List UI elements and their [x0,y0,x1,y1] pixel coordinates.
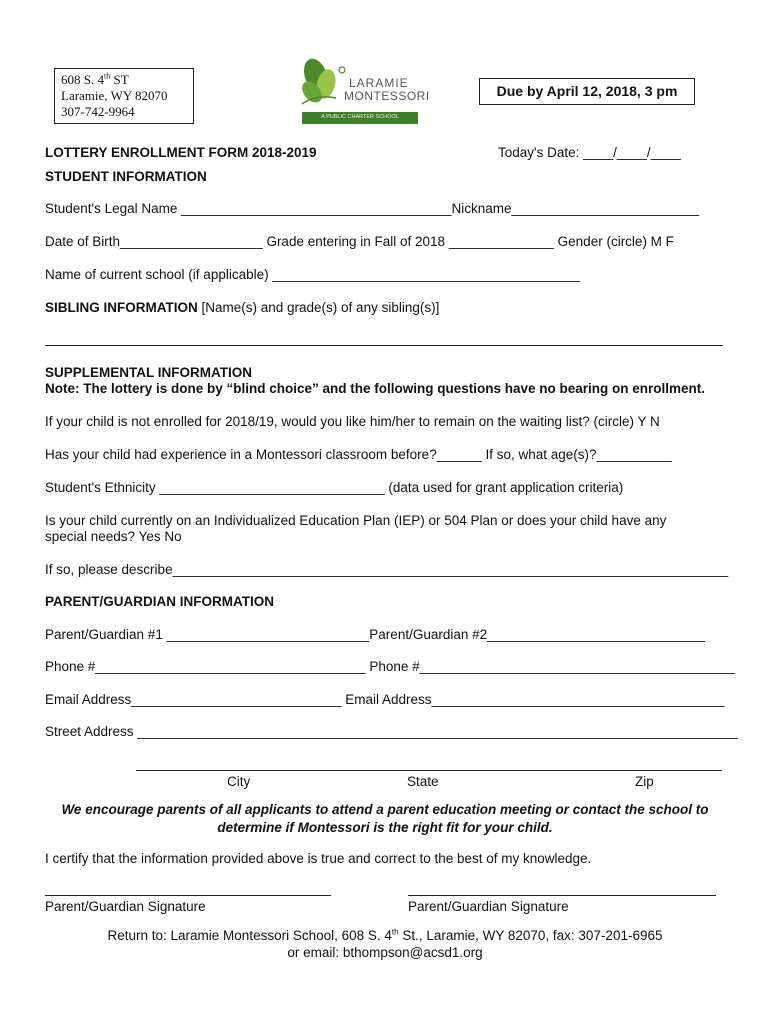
describe-field[interactable]: If so, please describe__________________________________________________________________________ [45,562,729,577]
parent-info-heading: PARENT/GUARDIAN INFORMATION [45,594,274,609]
todays-date-field[interactable]: Today's Date: ____/____/____ [498,145,681,160]
supplemental-heading: SUPPLEMENTAL INFORMATION [45,365,252,380]
address-city: Laramie, WY 82070 [61,88,168,103]
guardian-names-field[interactable]: Parent/Guardian #1 ___________________________Parent/Guardian #2_____________________________ [45,627,705,642]
return-email-line: or email: bthompson@acsd1.org [287,945,483,960]
return-line-1: Return to: Laramie Montessori School, 608 S. 4th St., Laramie, WY 82070, fax: 307-201-6965 [107,927,663,943]
street-address-field[interactable]: Street Address ________________________________________________________________________________ [45,724,738,739]
school-logo [296,52,430,128]
sibling-info-heading: SIBLING INFORMATION [Name(s) and grade(s) of any sibling(s)] [45,300,440,315]
school-address-box [54,68,194,124]
address-phone: 307-742-9964 [61,104,135,119]
montessori-experience-question[interactable]: Has your child had experience in a Montessori classroom before?______ If so, what age(s)?__________ [45,447,672,462]
city-state-zip-line[interactable] [136,770,722,771]
student-info-heading: STUDENT INFORMATION [45,169,207,184]
zip-label: Zip [635,774,654,789]
iep-question-line1: Is your child currently on an Individualized Education Plan (IEP) or 504 Plan or does your child have any [45,513,667,528]
state-label: State [407,774,439,789]
logo-tagline: A PUBLIC CHARTER SCHOOL [321,114,399,120]
encourage-statement: We encourage parents of all applicants to attend a parent education meeting or contact the school to determine if Montessori is the right fit for your child. [61,802,709,835]
waiting-list-question[interactable]: If your child is not enrolled for 2018/19, would you like him/her to remain on the waiting list? (circle) Y N [45,414,660,429]
logo-name-line1: LARAMIE [349,76,409,90]
logo-name-line2: MONTESSORI [344,89,430,103]
form-title: LOTTERY ENROLLMENT FORM 2018-2019 [45,145,317,160]
current-school-field[interactable]: Name of current school (if applicable) _________________________________________ [45,267,581,282]
sibling-input-line[interactable] [45,345,723,346]
phone-fields[interactable]: Phone #____________________________________ Phone #__________________________________________ [45,659,735,674]
legal-name-field[interactable]: Student's Legal Name ____________________________________Nickname_________________________ [45,201,700,216]
signature-label-2: Parent/Guardian Signature [408,899,569,914]
signature-label-1: Parent/Guardian Signature [45,899,206,914]
lottery-note: Note: The lottery is done by “blind choice” and the following questions have no bearing on enrollment. [45,381,706,396]
signature-line-2[interactable] [408,895,716,896]
email-fields[interactable]: Email Address____________________________ Email Address_______________________________________ [45,692,725,707]
certification-statement: I certify that the information provided above is true and correct to the best of my knowledge. [45,851,592,866]
city-label: City [227,774,251,789]
iep-question-line2[interactable]: special needs? Yes No [45,529,182,544]
ethnicity-field[interactable]: Student's Ethnicity ______________________________ (data used for grant application criteria) [45,480,624,495]
birth-grade-gender-field[interactable]: Date of Birth___________________ Grade entering in Fall of 2018 ______________ Gender (circle) M F [45,234,674,249]
address-street: 608 S. 4th ST [61,71,129,87]
signature-line-1[interactable] [45,895,331,896]
due-date-notice: Due by April 12, 2018, 3 pm [479,78,695,105]
